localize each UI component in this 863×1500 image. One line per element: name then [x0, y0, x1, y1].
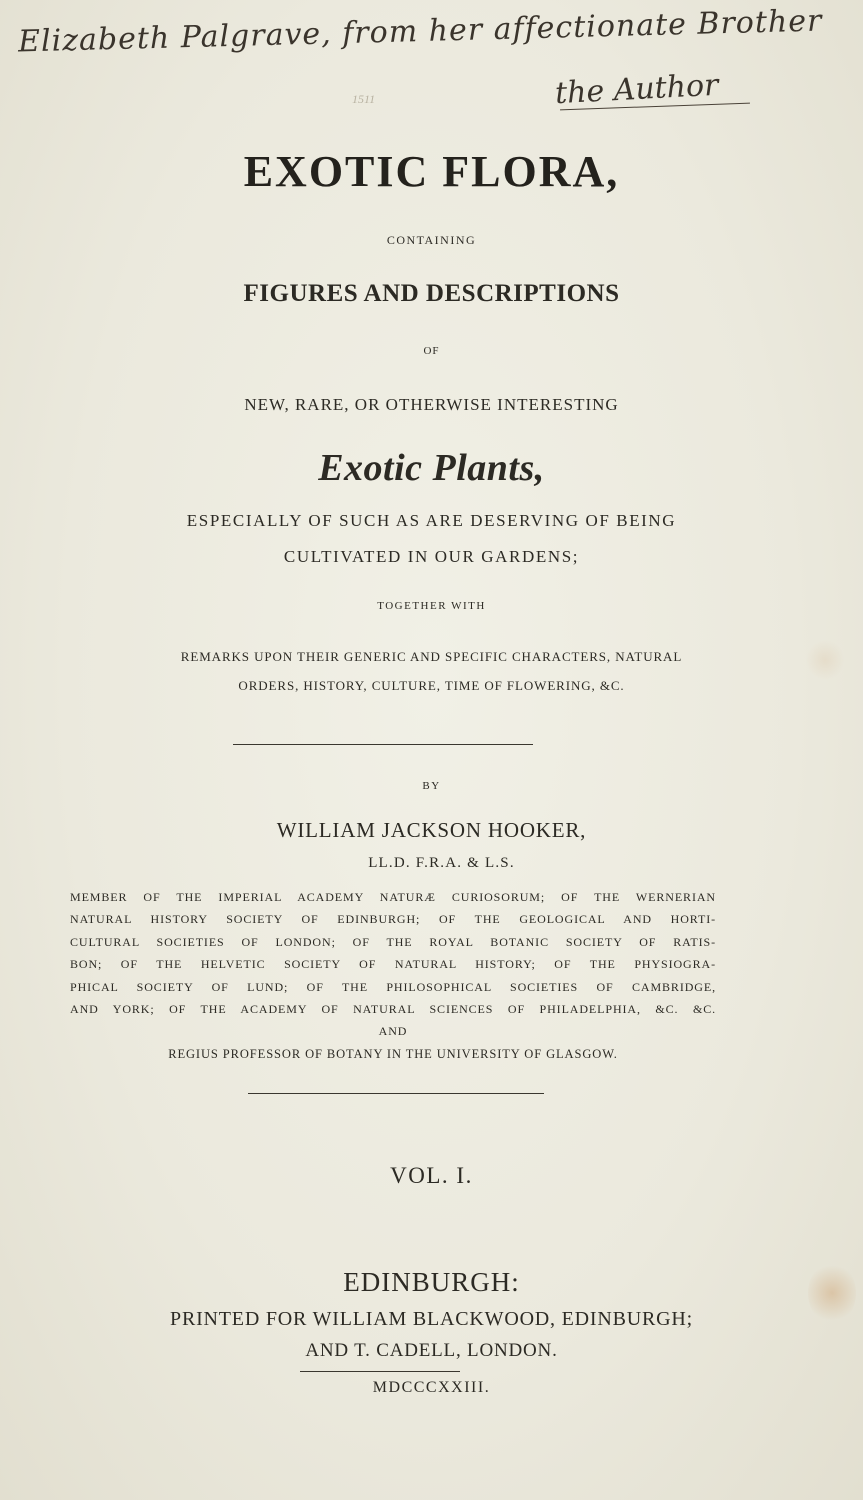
- and-label: AND: [378, 1024, 408, 1039]
- membership-line: PHICAL SOCIETY OF LUND; OF THE PHILOSOPHICAL SOCIETIES OF CAMBRIDGE,: [70, 979, 716, 994]
- membership-line: CULTURAL SOCIETIES OF LONDON; OF THE ROYAL BOTANIC SOCIETY OF RATIS-: [70, 934, 716, 949]
- together-with-label: TOGETHER WITH: [377, 600, 486, 612]
- volume-number: VOL. I.: [390, 1163, 473, 1188]
- imprint-printer: PRINTED FOR WILLIAM BLACKWOOD, EDINBURGH;: [170, 1308, 693, 1330]
- membership-line: AND YORK; OF THE ACADEMY OF NATURAL SCIENCES OF PHILADELPHIA, &C. &C.: [70, 1002, 716, 1017]
- divider-rule: [233, 744, 533, 745]
- handwritten-signature-line: the Author: [554, 67, 720, 112]
- author-degrees: LL.D. F.R.A. & L.S.: [368, 855, 515, 871]
- author-memberships: [70, 886, 716, 1065]
- membership-line: BON; OF THE HELVETIC SOCIETY OF NATURAL HISTORY; OF THE PHYSIOGRA-: [70, 957, 716, 972]
- subtitle-especially-line2: CULTIVATED IN OUR GARDENS;: [283, 547, 580, 566]
- of-label: OF: [423, 345, 440, 357]
- imprint-publisher: AND T. CADELL, LONDON.: [305, 1340, 558, 1361]
- divider-rule: [248, 1093, 544, 1094]
- handwritten-inscription: Elizabeth Palgrave, from her affectionate Brother: [17, 3, 823, 60]
- imprint-city: EDINBURGH:: [343, 1267, 520, 1297]
- regius-professor-line: REGIUS PROFESSOR OF BOTANY IN THE UNIVERSITY OF GLASGOW.: [168, 1046, 618, 1061]
- membership-line: NATURAL HISTORY SOCIETY OF EDINBURGH; OF THE GEOLOGICAL AND HORTI-: [70, 912, 716, 927]
- membership-line: MEMBER OF THE IMPERIAL ACADEMY NATURÆ CURIOSORUM; OF THE WERNERIAN: [70, 890, 716, 904]
- book-title: EXOTIC FLORA,: [243, 147, 620, 196]
- divider-rule: [300, 1371, 460, 1372]
- subtitle-exotic-plants: Exotic Plants,: [318, 447, 545, 489]
- foxing-stain: [808, 1262, 856, 1324]
- subtitle-figures: FIGURES AND DESCRIPTIONS: [243, 280, 620, 307]
- remarks-line2: ORDERS, HISTORY, CULTURE, TIME OF FLOWERING, &C.: [238, 678, 625, 693]
- containing-label: CONTAINING: [386, 233, 477, 247]
- author-name: WILLIAM JACKSON HOOKER,: [276, 818, 587, 842]
- imprint-year: MDCCCXXIII.: [372, 1379, 491, 1396]
- foxing-stain: [805, 640, 845, 680]
- remarks-line1: REMARKS UPON THEIR GENERIC AND SPECIFIC CHARACTERS, NATURAL: [180, 649, 683, 664]
- pencil-mark: 1511: [352, 92, 376, 106]
- subtitle-especially-line1: ESPECIALLY OF SUCH AS ARE DESERVING OF BEING: [186, 511, 677, 530]
- by-label: BY: [422, 780, 441, 792]
- subtitle-new-rare: NEW, RARE, OR OTHERWISE INTERESTING: [244, 395, 619, 414]
